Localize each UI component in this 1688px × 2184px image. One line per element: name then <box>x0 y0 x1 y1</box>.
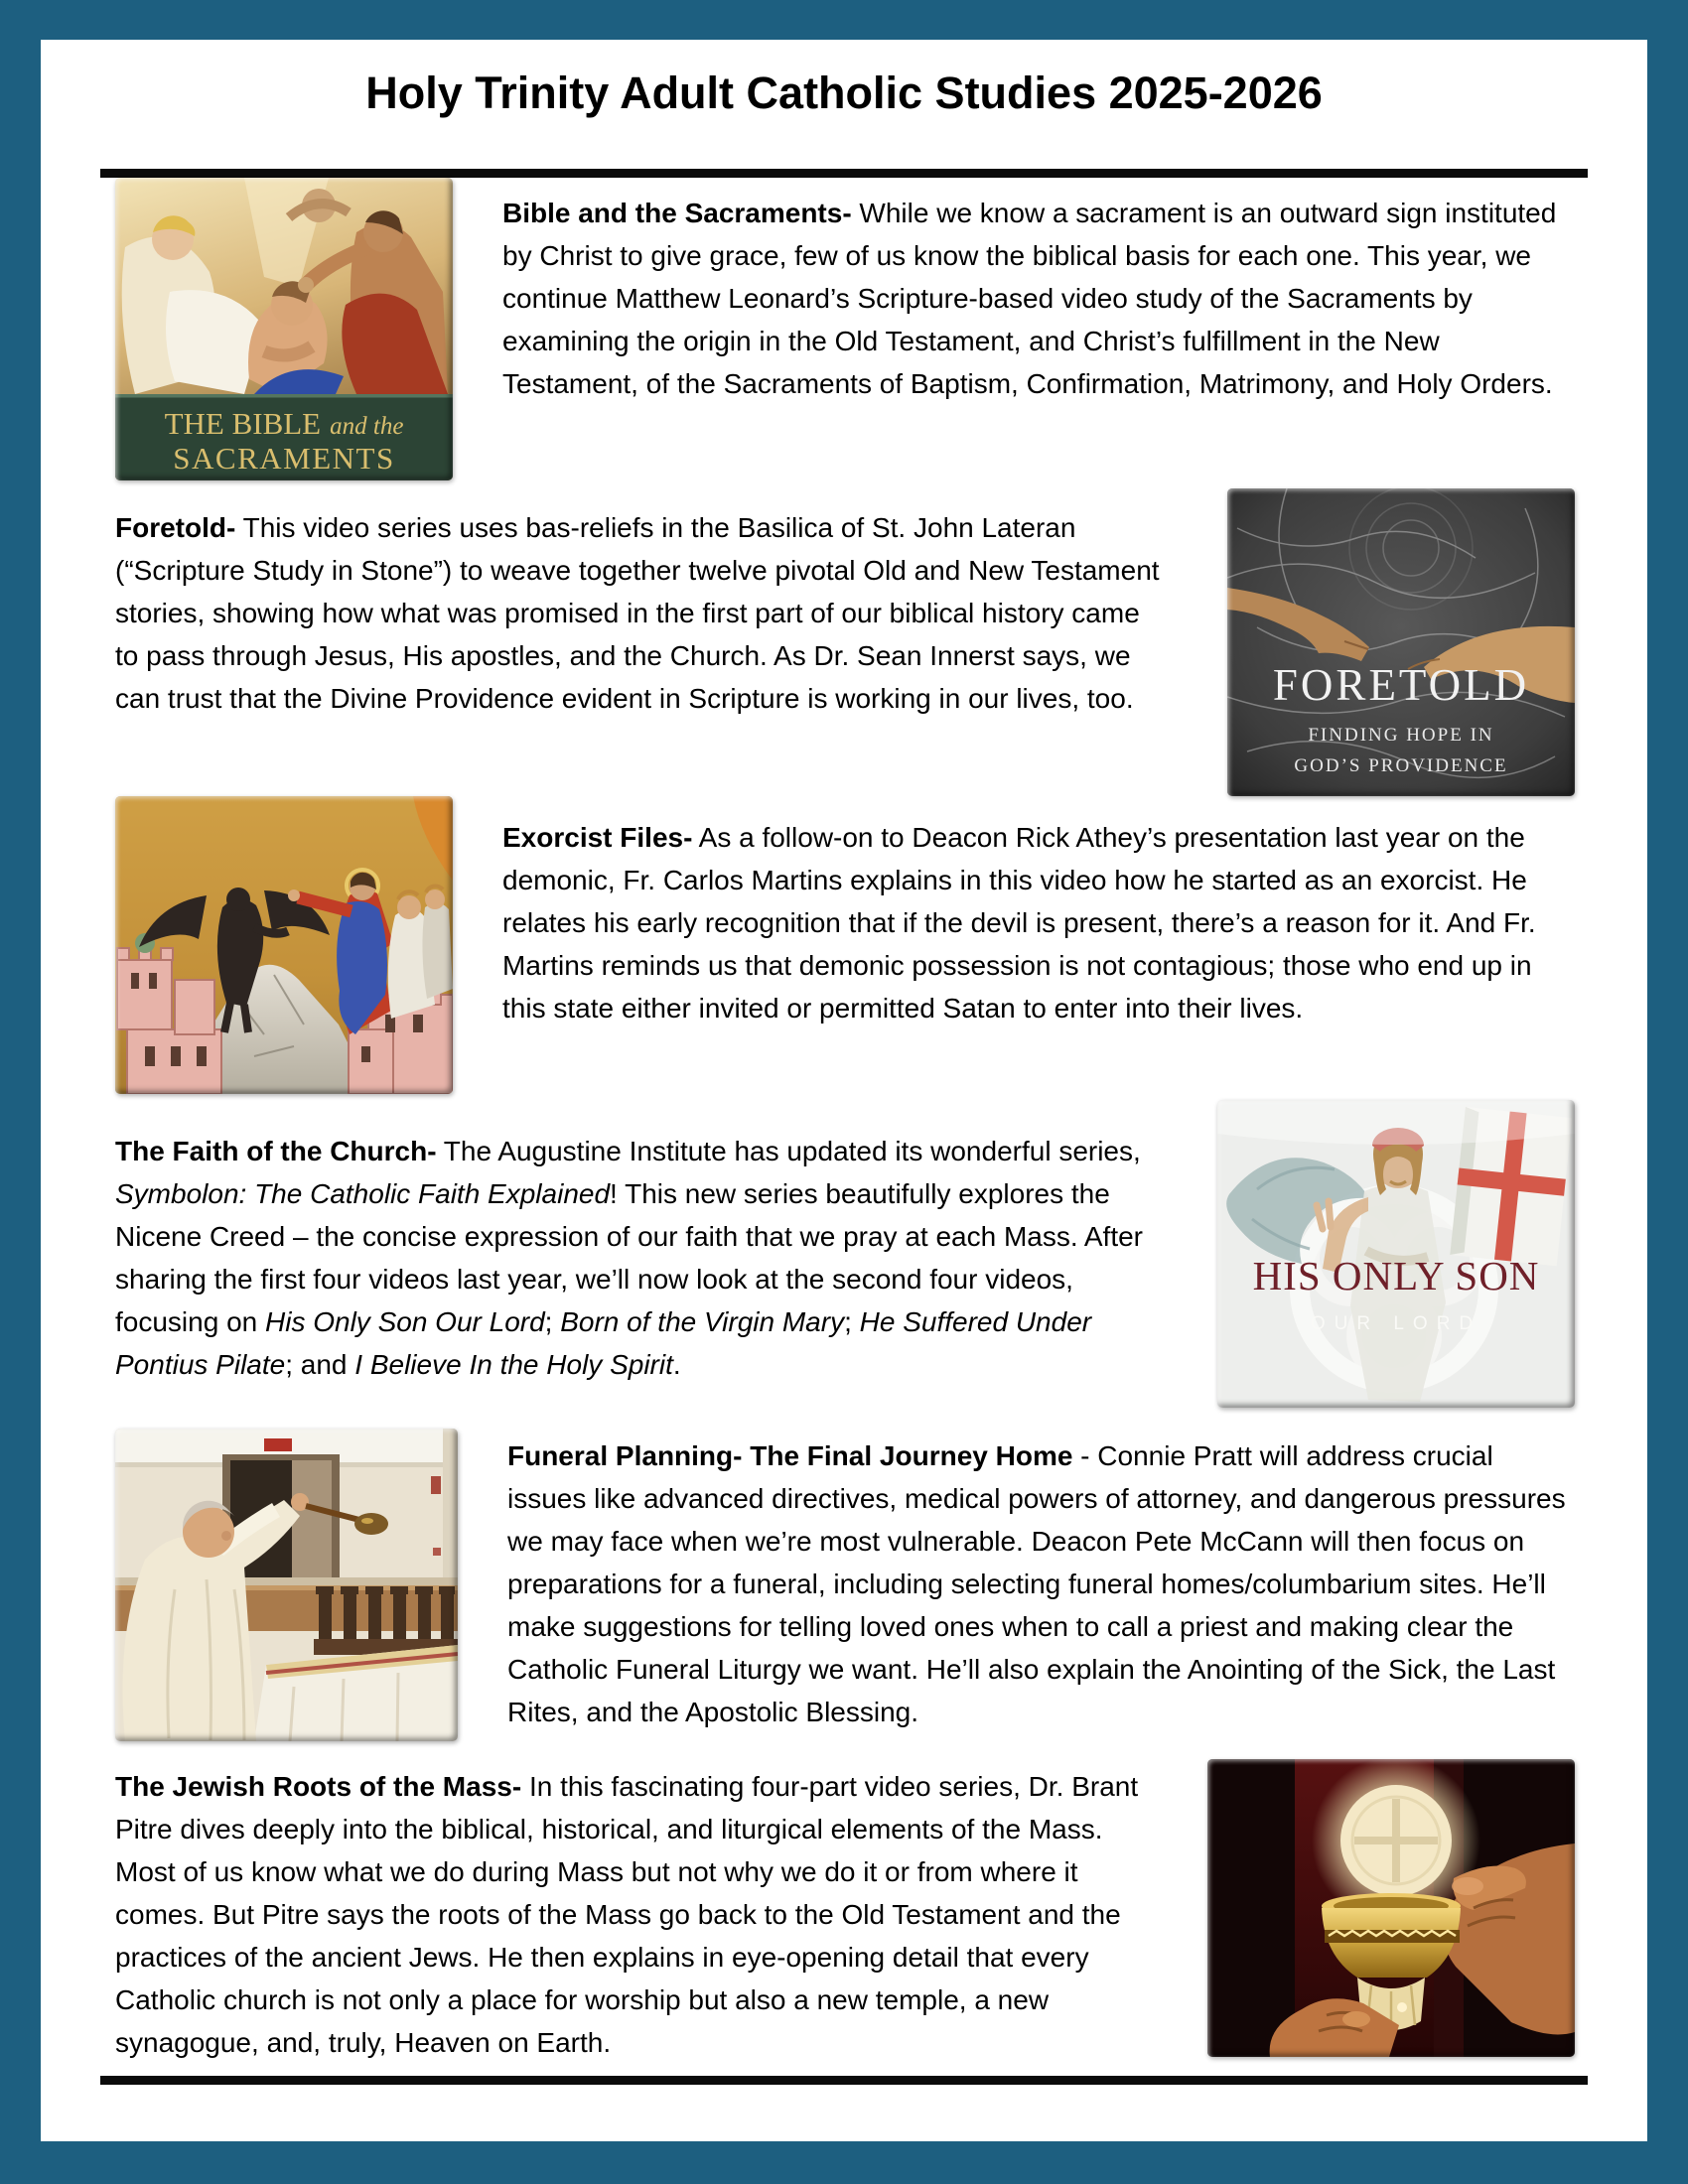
foretold-cover-image <box>1227 488 1575 796</box>
text-run-italic: His Only Son Our Lord <box>265 1306 545 1337</box>
funeral-blessing-photo-image <box>115 1429 458 1741</box>
bottom-divider-rule <box>100 2076 1588 2085</box>
text-run-normal: While we know a sacrament is an outward sign instituted by Christ to give grace, few of us know the biblical basis for each one. This year, we continue Matthew Leonard’s Scripture-based video study of the Sacraments by examining the origin in the Old Testament, and Christ’s fulfillment in the New Testament, of the Sacraments of Baptism, Confirmation, Matrimony, and Holy Orders. <box>502 198 1557 399</box>
top-divider-rule <box>100 169 1588 178</box>
chalice-and-host-photo-image <box>1207 1759 1575 2057</box>
text-run-normal: ; <box>844 1306 860 1337</box>
foretold-subtitle-line1: FINDING HOPE IN <box>1308 725 1494 746</box>
his-only-son-graphic <box>1217 1100 1575 1408</box>
foretold-subtitle-line2: GOD’S PROVIDENCE <box>1294 755 1508 776</box>
cover-band-line2: SACRAMENTS <box>173 441 395 476</box>
text-run-normal: This video series uses bas-reliefs in the Basilica of St. John Lateran (“Scripture Study in Stone”) to weave together twelve pivotal Old and New Testament stories, showing how what was promised in the first part of our biblical history came to pass through Jesus, His apostles, and the Church. As Dr. Sean Innerst says, we can trust that the Divine Providence evident in Scripture is working in our lives, too. <box>115 512 1160 714</box>
bible-and-the-sacraments-cover-image <box>115 178 453 480</box>
funeral-blessing-graphic <box>115 1429 458 1741</box>
content-area <box>41 178 1647 2071</box>
section-exorcist-files <box>115 796 1575 1100</box>
text-run-bold: Funeral Planning- The Final Journey Home <box>507 1440 1073 1471</box>
section-foretold <box>115 488 1575 796</box>
text-run-normal: ! This new series beautifully explores the Nicene Creed – the concise expression of our faith that we pray at each Mass. After sharing the first four videos last year, we’ll now look at the second four videos, focusing on <box>115 1178 1143 1337</box>
section-the-jewish-roots-of-the-mass <box>115 1759 1575 2071</box>
document-page <box>41 40 1647 2141</box>
text-run-bold: Bible and the Sacraments- <box>502 198 852 228</box>
cover-band-line1: THE BIBLE and the <box>164 406 404 441</box>
section-funeral-planning <box>115 1429 1575 1759</box>
his-only-son-cover-image <box>1217 1100 1575 1408</box>
text-run-italic: Born of the Virgin Mary <box>560 1306 845 1337</box>
section-the-faith-of-the-church <box>115 1100 1575 1429</box>
section-text-exorcist-files <box>502 796 1575 1029</box>
section-text-bible-and-the-sacraments <box>502 178 1575 405</box>
section-text-the-faith-of-the-church <box>115 1100 1168 1386</box>
section-text-funeral-planning <box>507 1429 1575 1733</box>
baptism-painting-graphic <box>115 178 453 480</box>
text-run-bold: The Jewish Roots of the Mass- <box>115 1771 522 1802</box>
his-only-son-title-text: HIS ONLY SON <box>1252 1253 1540 1298</box>
text-run-normal: ; and <box>285 1349 355 1380</box>
text-run-italic: I Believe In the Holy Spirit <box>354 1349 673 1380</box>
section-bible-and-the-sacraments <box>115 178 1575 488</box>
chalice-and-host-graphic <box>1207 1759 1575 2057</box>
temptation-painting-graphic <box>115 796 453 1094</box>
text-run-bold: The Faith of the Church- <box>115 1136 437 1166</box>
text-run-italic: Symbolon: The Catholic Faith Explained <box>115 1178 611 1209</box>
foretold-graphic <box>1227 488 1575 796</box>
text-run-normal: . <box>672 1349 681 1380</box>
text-run-normal: The Augustine Institute has updated its wonderful series, <box>436 1136 1141 1166</box>
text-run-normal: - Connie Pratt will address crucial issues like advanced directives, medical powers of attorney, and dangerous pressures we may face when we’re most vulnerable. Deacon Pete McCann will then focus on preparations for a funeral, including selecting funeral homes/columbarium sites. He’ll make suggestions for telling loved ones when to call a priest and making clear the Catholic Funeral Liturgy we want. He’ll also explain the Anointing of the Sick, the Last Rites, and the Apostolic Blessing. <box>507 1440 1566 1727</box>
text-run-bold: Exorcist Files- <box>502 822 693 853</box>
text-run-normal: In this fascinating four-part video series, Dr. Brant Pitre dives deeply into the biblical, historical, and liturgical elements of the Mass. Most of us know what we do during Mass but not why we do it or from where it comes. But Pitre says the roots of the Mass go back to the Old Testament and the practices of the ancient Jews. He then explains in eye-opening detail that every Catholic church is not only a place for worship but also a new temple, a new synagogue, and, truly, Heaven on Earth. <box>115 1771 1139 2058</box>
text-run-normal: ; <box>544 1306 561 1337</box>
text-run-normal: As a follow-on to Deacon Rick Athey’s presentation last year on the demonic, Fr. Carlos Martins explains in this video how he started as an exorcist. He relates his early recognition that if the devil is present, there’s a reason for it. And Fr. Martins reminds us that demonic possession is not contagious; those who end up in this state either invited or permitted Satan to enter into their lives. <box>502 822 1536 1024</box>
text-run-bold: Foretold- <box>115 512 236 543</box>
foretold-title-text: FORETOLD <box>1272 660 1530 710</box>
his-only-son-subtitle-text: OUR LORD <box>1310 1313 1482 1334</box>
text-run-italic: He Suffered Under Pontius Pilate <box>115 1306 1092 1380</box>
page-title: Holy Trinity Adult Catholic Studies 2025-2026 <box>365 68 1323 118</box>
section-text-foretold <box>115 488 1168 720</box>
temptation-painting-image <box>115 796 453 1094</box>
section-text-the-jewish-roots-of-the-mass <box>115 1759 1168 2064</box>
